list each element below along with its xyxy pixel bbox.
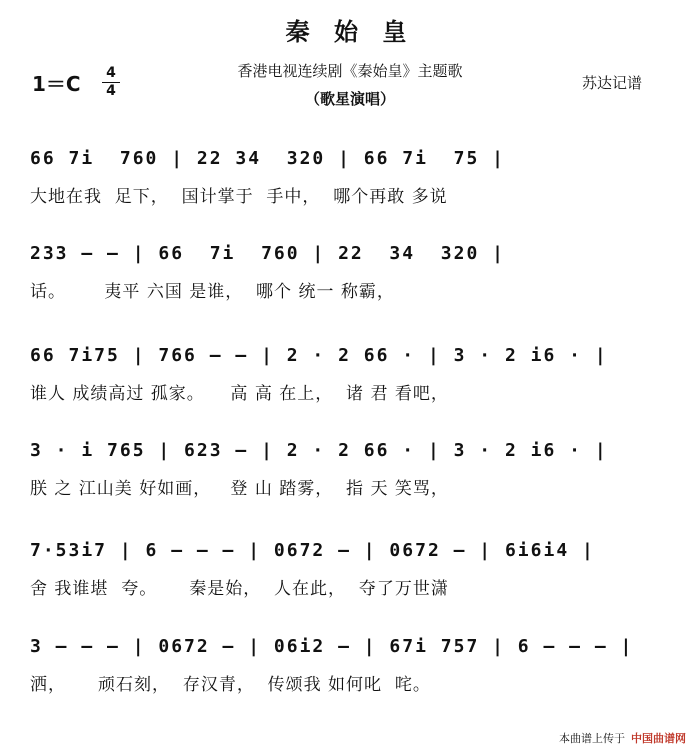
arranger-credit: 苏达记谱 [582, 74, 643, 92]
staff-system-1 [0, 148, 700, 238]
lyrics-line: 朕 之 江山美 好如画， 登 山 踏雾， 指 天 笑骂， [30, 479, 449, 499]
notation-line: 66 7i75 | 766 — — | 2 · 2 66 · | 3 · 2 i6 · | [30, 345, 608, 366]
staff-system-6 [0, 636, 700, 726]
lyrics-line: 谁人 成绩高过 孤家。 高 高 在上， 诸 君 看吧， [30, 384, 449, 404]
performer: （歌星演唱） [304, 90, 395, 108]
lyrics-line: 舍 我谁堪 夸。 秦是始， 人在此， 夺了万世潇 [30, 579, 449, 599]
notation-line: 233 — — | 66 7i 760 | 22 34 320 | [30, 243, 505, 264]
lyrics-line: 大地在我 足下， 国计掌于 手中， 哪个再敢 多说 [30, 187, 448, 207]
site-logo-text[interactable]: 中国曲谱网 [631, 732, 686, 745]
notation-line: 7·53i7 | 6 — — — | 0672 — | 0672 — | 6i6i4 | [30, 540, 595, 561]
staff-system-3 [0, 345, 700, 435]
footer-text: 本曲谱上传于 [559, 732, 625, 745]
footer-credit [559, 730, 686, 746]
staff-system-4 [0, 440, 700, 530]
subtitle: 香港电视连续剧《秦始皇》主题歌 [237, 62, 463, 80]
staff-system-5 [0, 540, 700, 630]
meter-bottom: 4 [106, 83, 116, 99]
key-signature: 1＝C [32, 72, 81, 96]
notation-line: 66 7i 760 | 22 34 320 | 66 7i 75 | [30, 148, 505, 169]
staff-system-2 [0, 243, 700, 333]
notation-line: 3 · i 765 | 623 — | 2 · 2 66 · | 3 · 2 i6 · | [30, 440, 608, 461]
notation-line: 3 — — — | 0672 — | 06i2 — | 67i 757 | 6 — — — | [30, 636, 634, 657]
meter-top: 4 [106, 65, 116, 81]
lyrics-line: 洒， 顽石刻， 存汉青， 传颂我 如何叱 咤。 [30, 675, 431, 695]
song-title: 秦 始 皇 [285, 18, 415, 46]
lyrics-line: 话。 夷平 六国 是谁， 哪个 统一 称霸， [30, 282, 395, 302]
